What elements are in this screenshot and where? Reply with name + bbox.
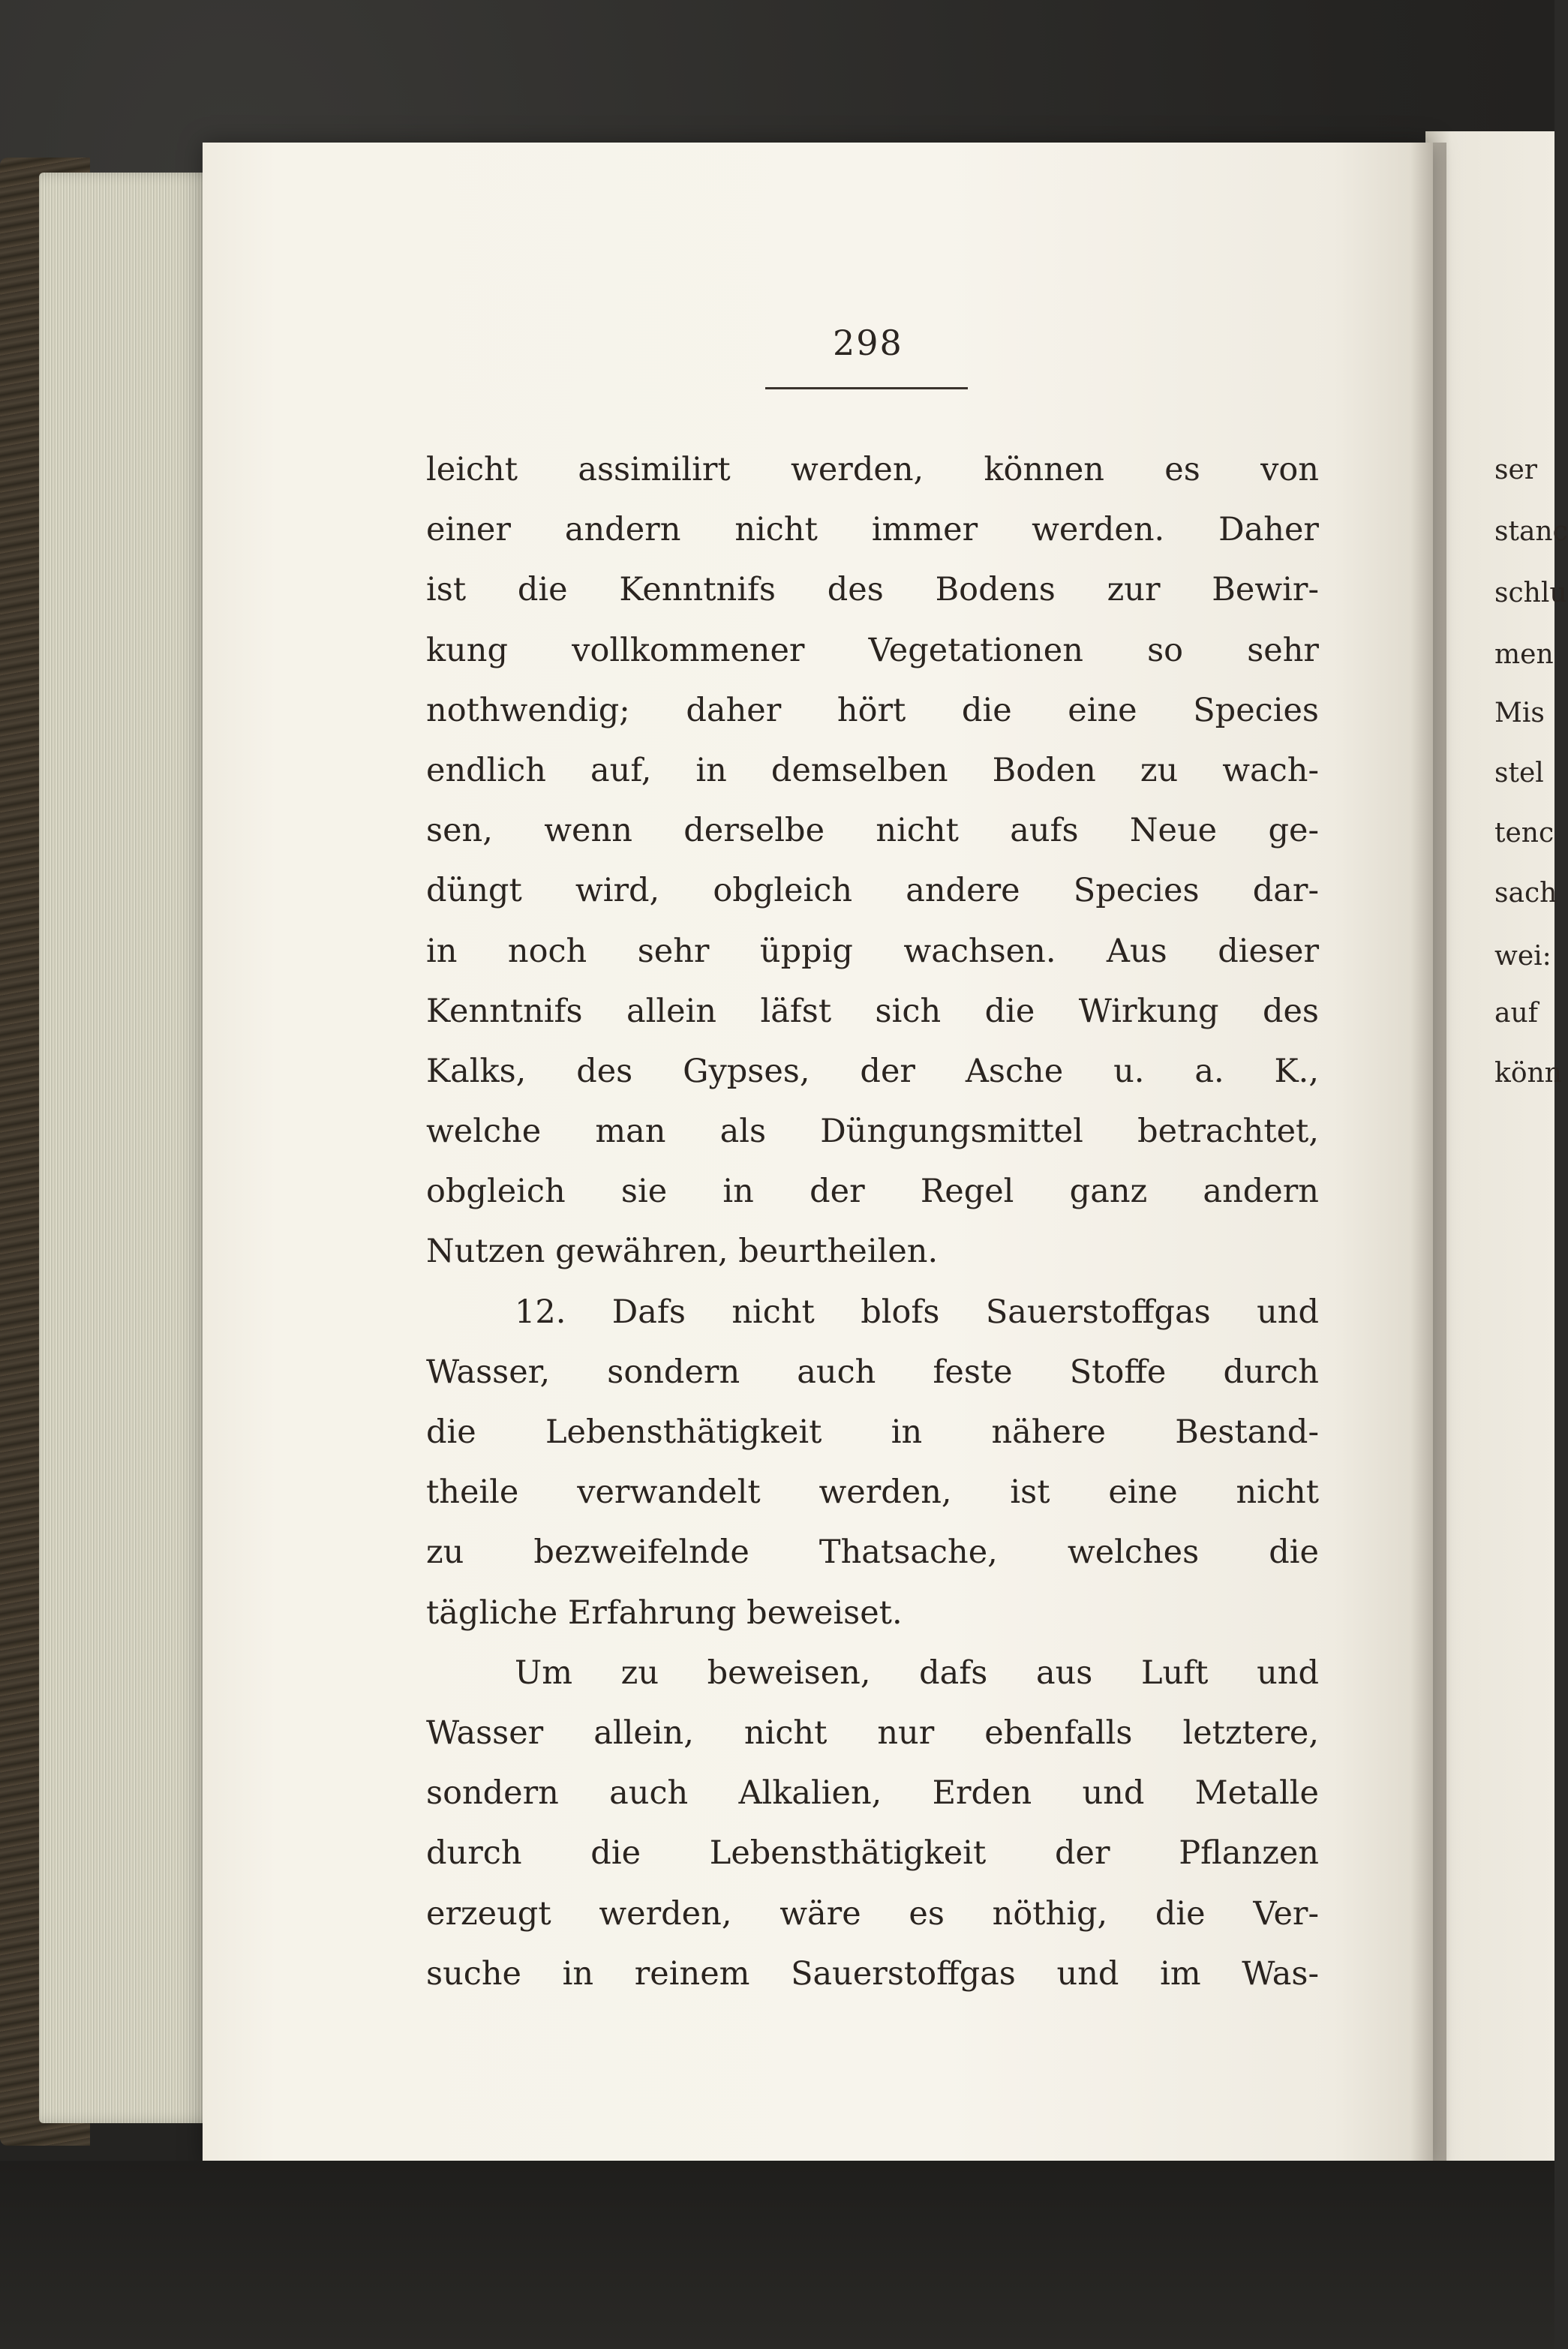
facing-page-fragment: wei:	[1494, 941, 1551, 972]
facing-page-fragment: stanc	[1494, 516, 1568, 547]
text-line: nothwendig; daher hört die eine Species	[426, 691, 1319, 729]
facing-page-fragment: schlu	[1494, 578, 1567, 608]
text-line: Kenntnifs allein läfst sich die Wirkung des	[426, 992, 1319, 1030]
page-number: 298	[833, 323, 903, 363]
facing-page-fragment: sach	[1494, 878, 1557, 909]
text-line: erzeugt werden, wäre es nöthig, die Ver-	[426, 1894, 1319, 1933]
paragraph-start-line: Um zu beweisen, dafs aus Luft und	[515, 1654, 1319, 1692]
header-rule	[765, 387, 968, 389]
page-edges	[39, 173, 219, 2123]
text-line: einer andern nicht immer werden. Daher	[426, 511, 1319, 549]
text-line: kung vollkommener Vegetationen so sehr	[426, 631, 1319, 669]
facing-page-fragment: könn	[1494, 1058, 1562, 1089]
text-line: ist die Kenntnifs des Bodens zur Bewir-	[426, 571, 1319, 609]
text-line: suche in reinem Sauerstoffgas und im Was-	[426, 1954, 1319, 1993]
text-line: Nutzen gewähren, beurtheilen.	[426, 1233, 939, 1271]
text-line: in noch sehr üppig wachsen. Aus dieser	[426, 932, 1319, 970]
text-line: leicht assimilirt werden, können es von	[426, 451, 1319, 488]
facing-page-fragment: tenc	[1494, 818, 1554, 849]
facing-page-text	[1494, 0, 1568, 2349]
facing-page-fragment: auf	[1494, 998, 1538, 1029]
facing-page-fragment: men	[1494, 639, 1554, 670]
text-line: endlich auf, in demselben Boden zu wach-	[426, 751, 1319, 789]
body-text	[426, 440, 1319, 2004]
text-line: sen, wenn derselbe nicht aufs Neue ge-	[426, 812, 1319, 850]
text-line: obgleich sie in der Regel ganz andern	[426, 1173, 1319, 1211]
facing-page-fragment: Mis	[1494, 698, 1545, 728]
text-line: durch die Lebensthätigkeit der Pflanzen	[426, 1834, 1319, 1873]
text-line: Wasser allein, nicht nur ebenfalls letztere,	[426, 1714, 1319, 1752]
text-line: düngt wird, obgleich andere Species dar-	[426, 872, 1319, 910]
text-line: die Lebensthätigkeit in nähere Bestand-	[426, 1413, 1319, 1451]
facing-page-fragment: ser	[1494, 455, 1537, 485]
text-line: Wasser, sondern auch feste Stoffe durch	[426, 1353, 1319, 1391]
text-line: sondern auch Alkalien, Erden und Metalle	[426, 1774, 1319, 1813]
gutter-shadow	[1410, 143, 1446, 2168]
text-line: Kalks, des Gypses, der Asche u. a. K.,	[426, 1052, 1319, 1090]
text-line: tägliche Erfahrung beweiset.	[426, 1594, 903, 1632]
text-line: zu bezweifelnde Thatsache, welches die	[426, 1533, 1319, 1572]
facing-page-fragment: stel	[1494, 758, 1544, 789]
text-line: theile verwandelt werden, ist eine nicht	[426, 1473, 1319, 1512]
paragraph-start-line: 12. Dafs nicht blofs Sauerstoffgas und	[515, 1293, 1319, 1331]
bottom-background	[0, 2161, 1554, 2349]
text-line: welche man als Düngungsmittel betrachtet,	[426, 1113, 1319, 1151]
